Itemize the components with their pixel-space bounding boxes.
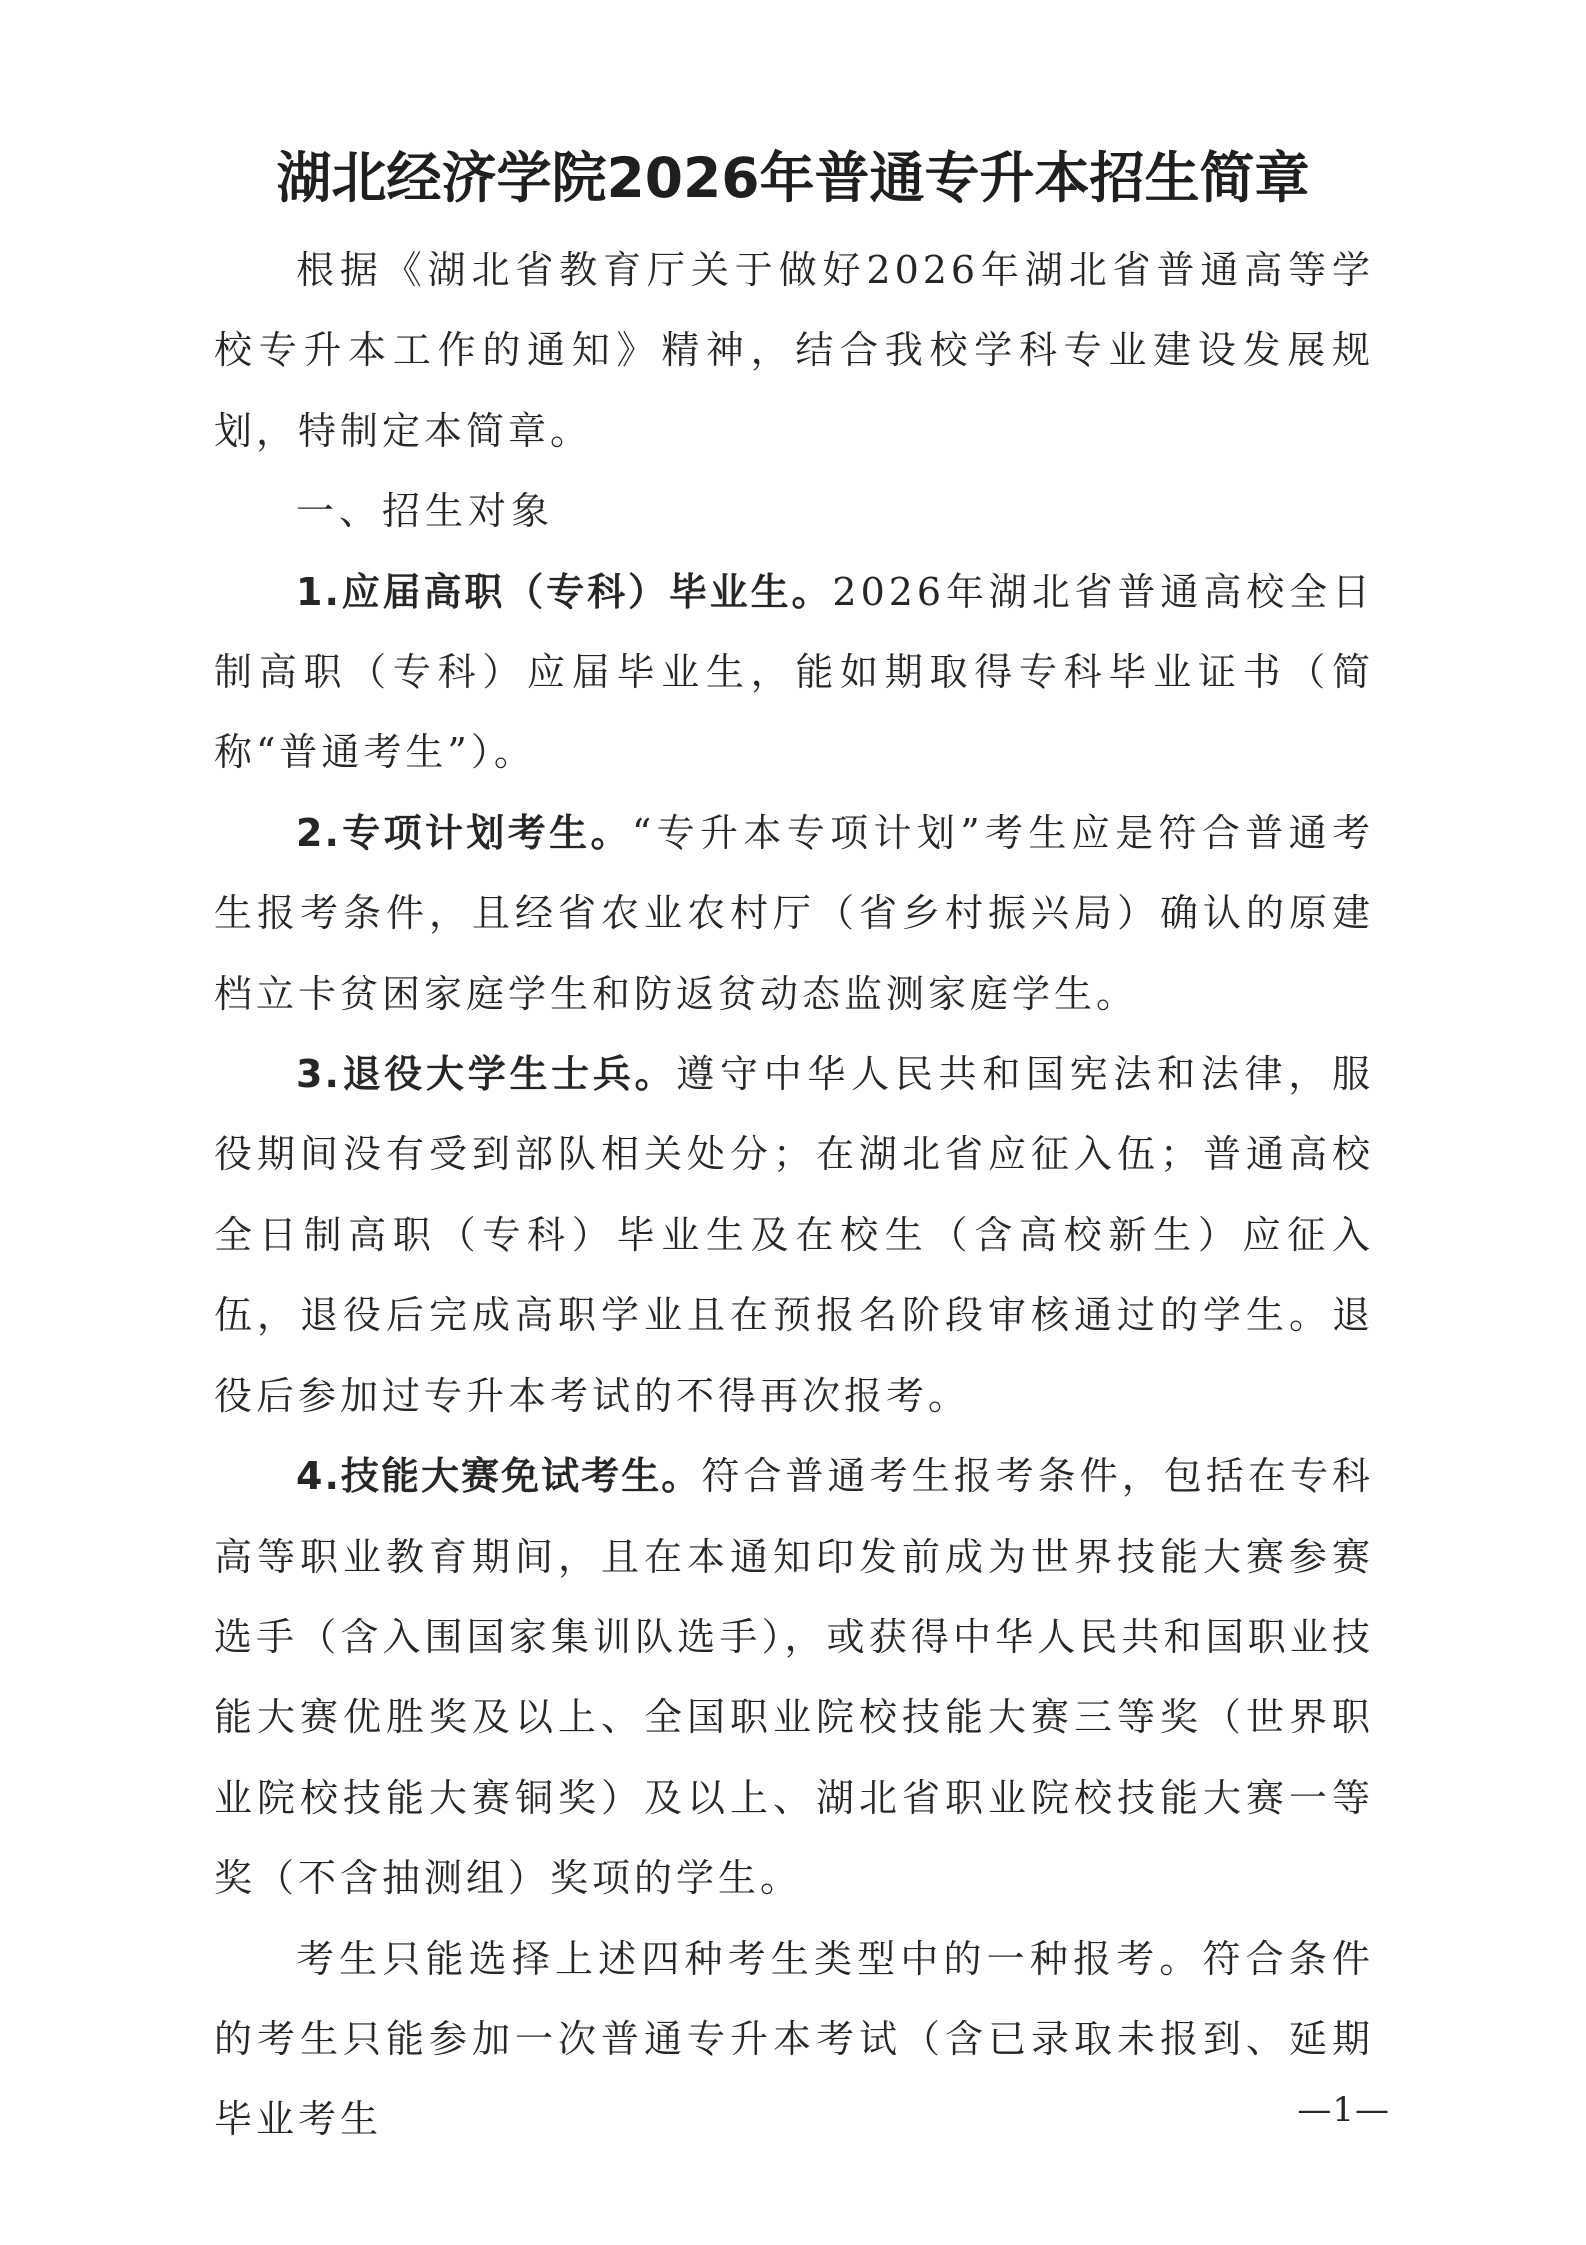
item-text-3: 遵守中华人民共和国宪法和法律，服役期间没有受到部队相关处分；在湖北省应征入伍；普通高校全日制高职（专科）毕业生及在校生（含高校新生）应征入伍，退役后完成高职学业且在预报名阶段审核通过的学生。退役后参加过专升本考试的不得再次报考。 bbox=[214, 1052, 1374, 1418]
item-lead-1: 1.应届高职（专科）毕业生。 bbox=[296, 569, 833, 614]
document-title: 湖北经济学院2026年普通专升本招生简章 bbox=[276, 146, 1310, 210]
item-text-2: “专升本专项计划”考生应是符合普通考生报考条件，且经省农业农村厅（省乡村振兴局）确认的原建档立卡贫困家庭学生和防返贫动态监测家庭学生。 bbox=[214, 810, 1374, 1016]
closing-paragraph: 考生只能选择上述四种考生类型中的一种报考。符合条件的考生只能参加一次普通专升本考试（含已录取未报到、延期毕业考生 bbox=[214, 1936, 1374, 2142]
item-paragraph-4 bbox=[214, 1436, 1374, 1918]
item-paragraph-1 bbox=[214, 552, 1374, 793]
item-lead-4: 4.技能大赛免试考生。 bbox=[296, 1454, 702, 1499]
item-text-1: 2026年湖北省普通高校全日制高职（专科）应届毕业生，能如期取得专科毕业证书（简称“普通考生”）。 bbox=[214, 569, 1374, 775]
intro-paragraph: 根据《湖北省教育厅关于做好2026年湖北省普通高等学校专升本工作的通知》精神，结合我校学科专业建设发展规划，特制定本简章。 bbox=[214, 248, 1374, 453]
page-number: —1— bbox=[1297, 2090, 1390, 2130]
item-lead-3: 3.退役大学生士兵。 bbox=[296, 1052, 677, 1097]
document-body bbox=[214, 230, 1374, 2160]
item-text-4: 符合普通考生报考条件，包括在专科高等职业教育期间，且在本通知印发前成为世界技能大赛参赛选手（含入围国家集训队选手），或获得中华人民共和国职业技能大赛优胜奖及以上、全国职业院校技能大赛三等奖（世界职业院校技能大赛铜奖）及以上、湖北省职业院校技能大赛一等奖（不含抽测组）奖项的学生。 bbox=[214, 1454, 1374, 1901]
item-paragraph-2 bbox=[214, 793, 1374, 1034]
item-lead-2: 2.专项计划考生。 bbox=[296, 810, 632, 855]
item-paragraph-3 bbox=[214, 1034, 1374, 1436]
section-heading-admission-targets: 一、招生对象 bbox=[296, 489, 555, 534]
